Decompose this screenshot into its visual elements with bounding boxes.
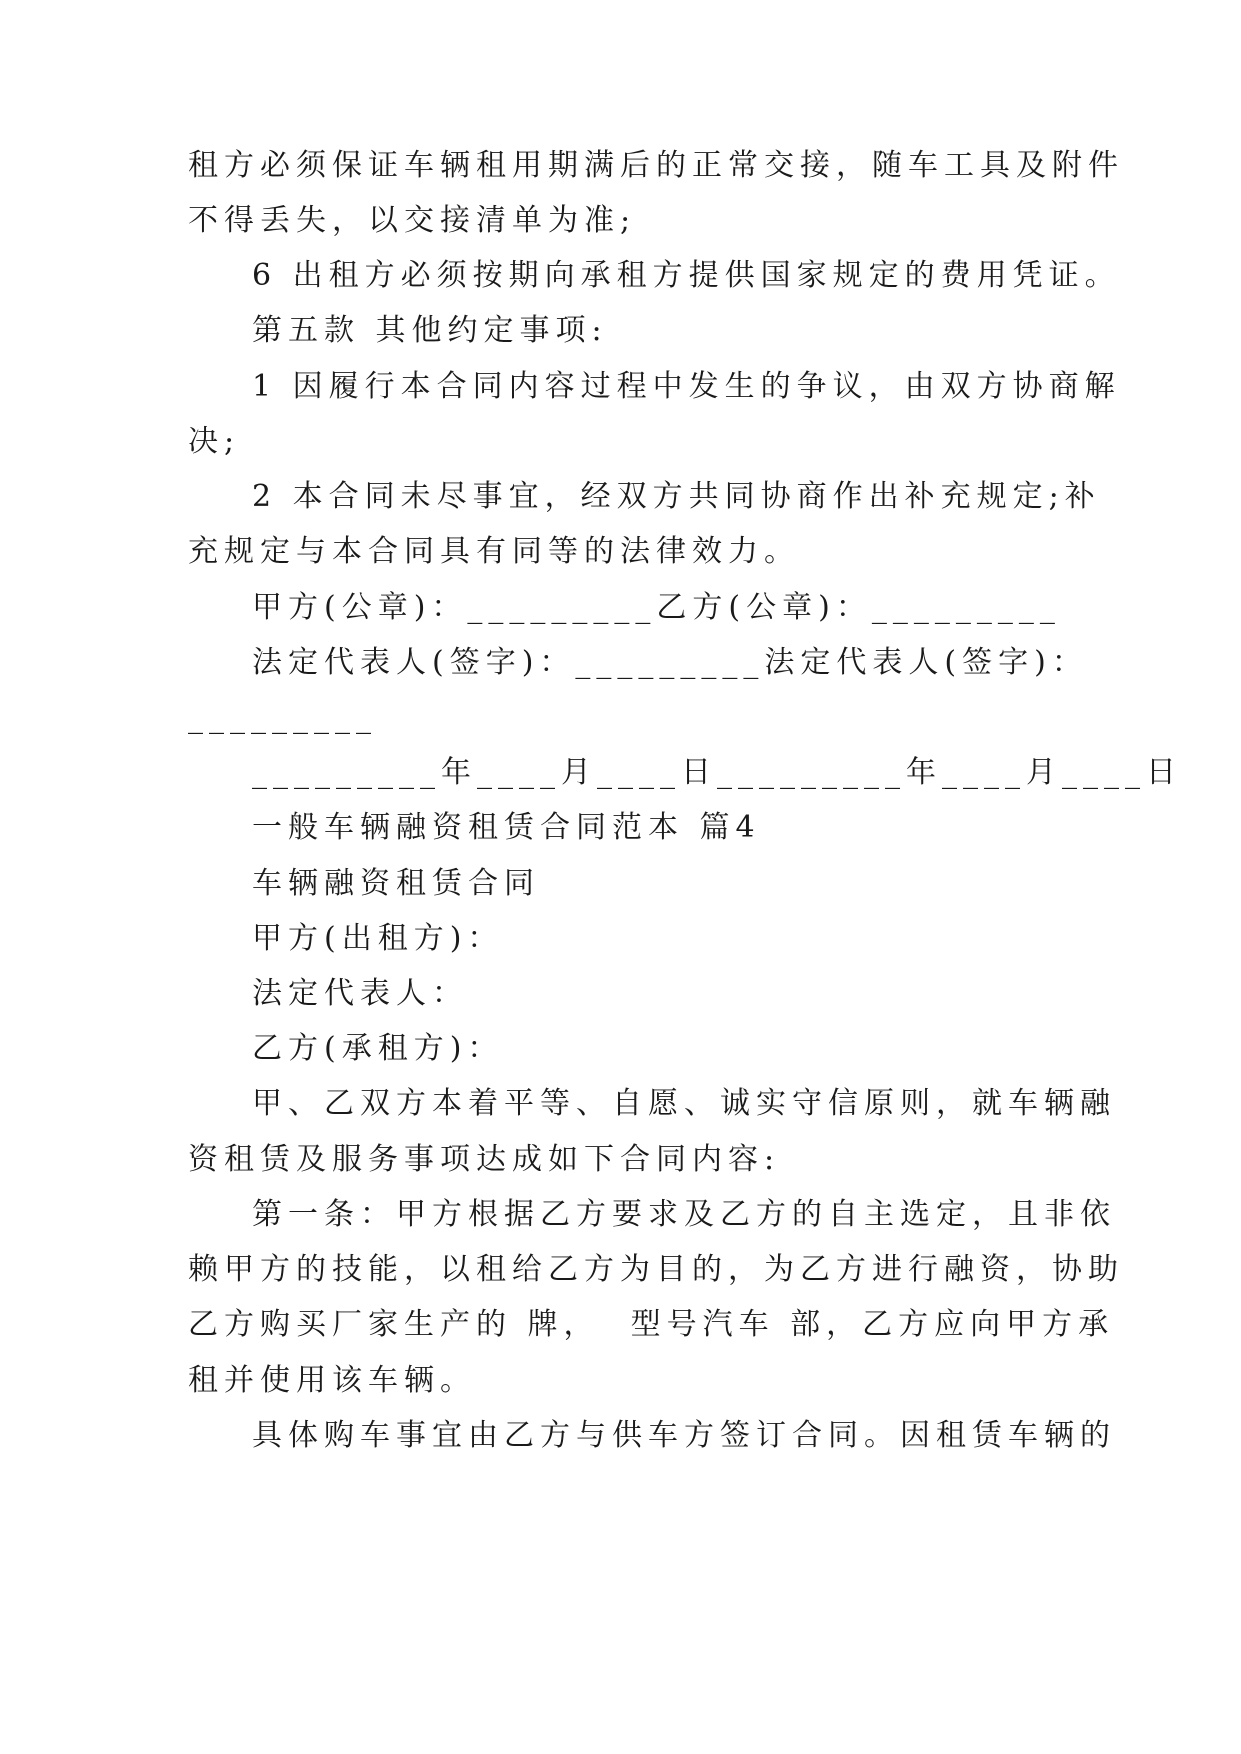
paragraph-line: 租并使用该车辆。 [188,1363,476,1398]
paragraph-line: 1 因履行本合同内容过程中发生的争议，由双方协商解 [252,369,1121,404]
signature-blank: _________ [188,700,377,735]
party-a-line: 甲方(出租方)： [252,921,504,956]
article-line: 第一条：甲方根据乙方要求及乙方的自主选定，且非依 [252,1197,1116,1232]
paragraph-line: 不得丢失，以交接清单为准; [188,203,637,238]
contract-title: 车辆融资租赁合同 [252,866,540,901]
legal-rep-line: 法定代表人： [252,976,468,1011]
paragraph-line: 6 出租方必须按期向承租方提供国家规定的费用凭证。 [252,258,1121,293]
party-b-line: 乙方(承租方)： [252,1031,504,1066]
date-line: _________年____月____日_________年____月____日 [252,755,1182,790]
paragraph-line: 具体购车事宜由乙方与供车方签订合同。因租赁车辆的 [252,1418,1116,1453]
paragraph-line: 甲、乙双方本着平等、自愿、诚实守信原则，就车辆融 [252,1086,1116,1121]
section-heading: 第五款 其他约定事项: [252,313,608,348]
document-title: 一般车辆融资租赁合同范本 篇4 [252,810,761,845]
paragraph-line: 充规定与本合同具有同等的法律效力。 [188,534,800,569]
signature-line: 甲方(公章)：_________乙方(公章)：_________ [252,590,1061,625]
paragraph-line: 赖甲方的技能，以租给乙方为目的，为乙方进行融资，协助 [188,1252,1124,1287]
paragraph-line: 资租赁及服务事项达成如下合同内容: [188,1142,781,1177]
paragraph-line: 乙方购买厂家生产的 牌， 型号汽车 部，乙方应向甲方承 [188,1307,1115,1342]
paragraph-line: 租方必须保证车辆租用期满后的正常交接，随车工具及附件 [188,148,1124,183]
paragraph-line: 2 本合同未尽事宜，经双方共同协商作出补充规定;补 [252,479,1101,514]
paragraph-line: 决; [188,424,241,459]
signature-line: 法定代表人(签字)：_________法定代表人(签字)： [252,645,1088,680]
